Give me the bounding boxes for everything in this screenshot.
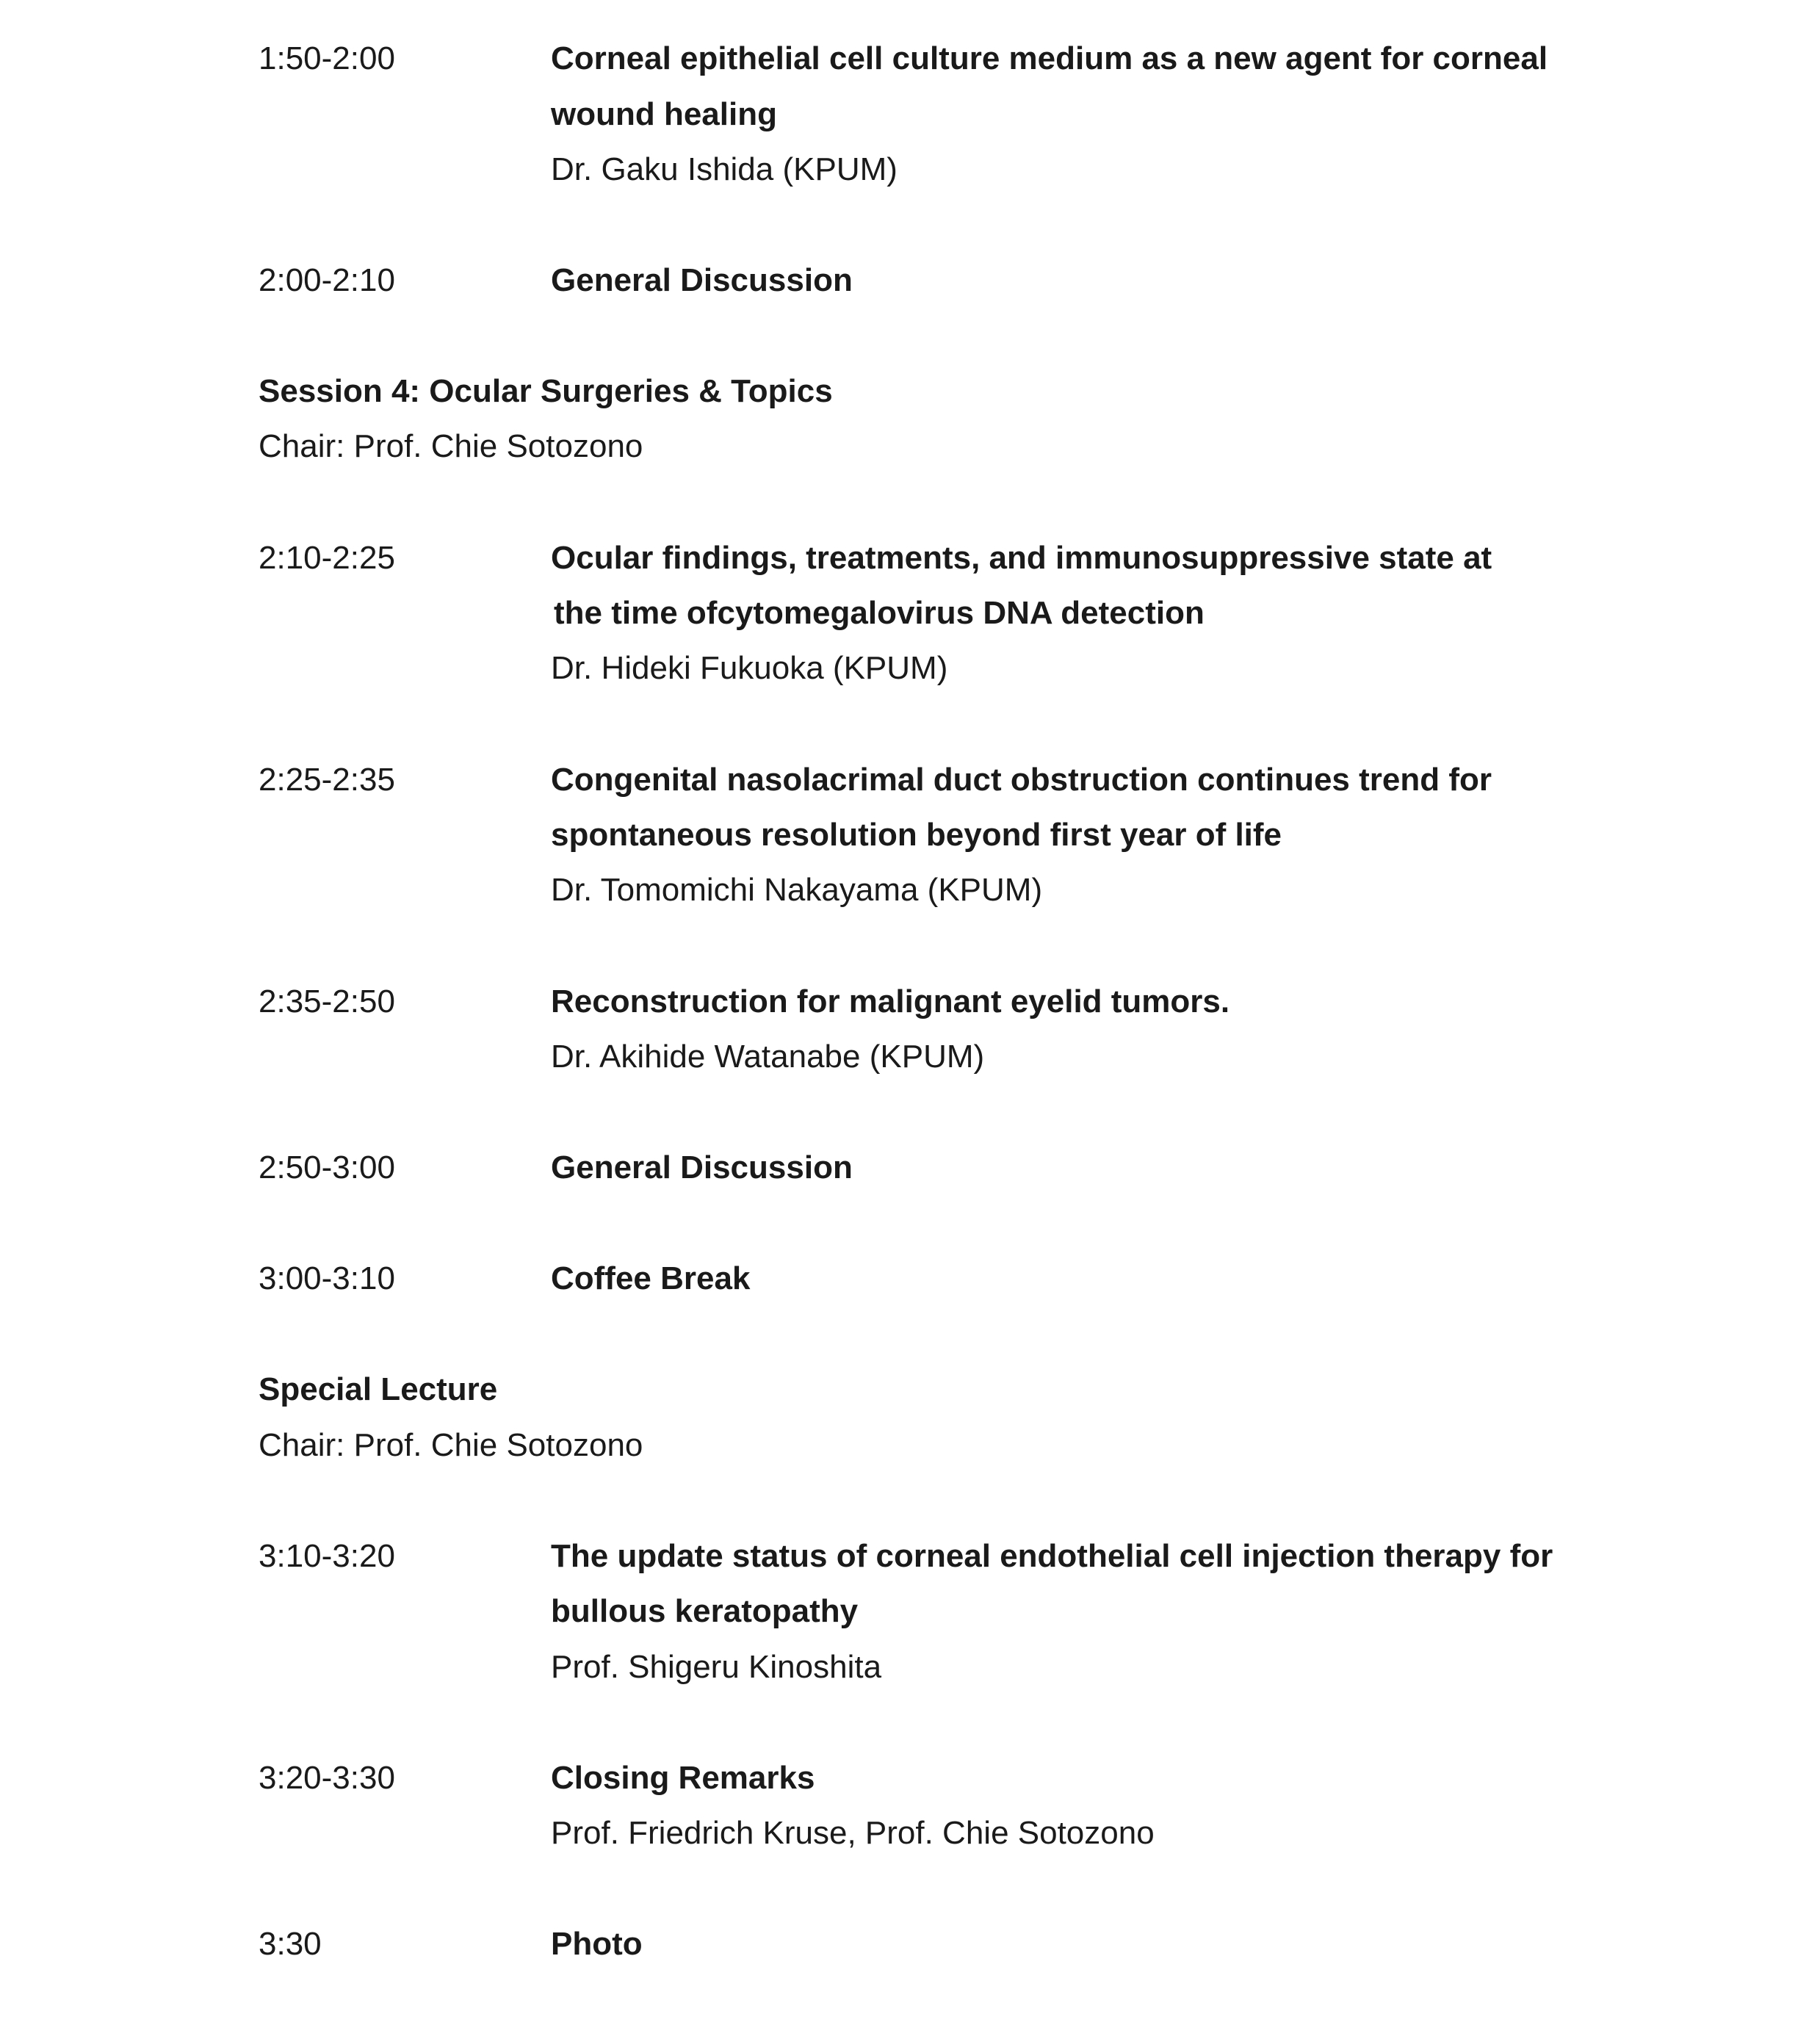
talk-title-line: wound healing — [551, 96, 777, 132]
time-slot: 3:20-3:30 — [259, 1760, 395, 1796]
time-slot: 2:00-2:10 — [259, 262, 395, 298]
speaker: Dr. Akihide Watanabe (KPUM) — [551, 1039, 985, 1075]
talk-title-line: The update status of corneal endothelial cell injection therapy for — [551, 1538, 1553, 1574]
time-slot: 3:00-3:10 — [259, 1260, 395, 1296]
session-title: Special Lecture — [259, 1371, 498, 1407]
session-chair: Chair: Prof. Chie Sotozono — [259, 1427, 643, 1463]
speaker: Prof. Shigeru Kinoshita — [551, 1649, 882, 1685]
talk-title-line: Reconstruction for malignant eyelid tumors. — [551, 983, 1230, 1019]
talk-title-line: General Discussion — [551, 1149, 853, 1185]
talk-title-line: Corneal epithelial cell culture medium as a new agent for corneal — [551, 40, 1548, 76]
time-slot: 3:10-3:20 — [259, 1538, 395, 1574]
talk-title-line: the time ofcytomegalovirus DNA detection — [554, 595, 1205, 631]
time-slot: 2:25-2:35 — [259, 762, 395, 798]
talk-title-line: Photo — [551, 1926, 643, 1962]
speaker: Dr. Hideki Fukuoka (KPUM) — [551, 650, 948, 686]
speaker: Dr. Gaku Ishida (KPUM) — [551, 151, 898, 187]
time-slot: 3:30 — [259, 1926, 322, 1962]
talk-title-line: bullous keratopathy — [551, 1593, 859, 1629]
session-title: Session 4: Ocular Surgeries & Topics — [259, 373, 833, 409]
talk-title-line: Coffee Break — [551, 1260, 751, 1296]
talk-title-line: Ocular findings, treatments, and immunosuppressive state at — [551, 540, 1492, 576]
time-slot: 2:10-2:25 — [259, 540, 395, 576]
talk-title-line: spontaneous resolution beyond first year of life — [551, 817, 1282, 853]
talk-title-line: Closing Remarks — [551, 1760, 815, 1796]
time-slot: 1:50-2:00 — [259, 40, 395, 76]
time-slot: 2:50-3:00 — [259, 1149, 395, 1185]
session-chair: Chair: Prof. Chie Sotozono — [259, 428, 643, 464]
talk-title-line: General Discussion — [551, 262, 853, 298]
time-slot: 2:35-2:50 — [259, 983, 395, 1019]
speaker: Prof. Friedrich Kruse, Prof. Chie Sotozono — [551, 1815, 1155, 1851]
talk-title-line: Congenital nasolacrimal duct obstruction continues trend for — [551, 762, 1492, 798]
speaker: Dr. Tomomichi Nakayama (KPUM) — [551, 872, 1043, 908]
